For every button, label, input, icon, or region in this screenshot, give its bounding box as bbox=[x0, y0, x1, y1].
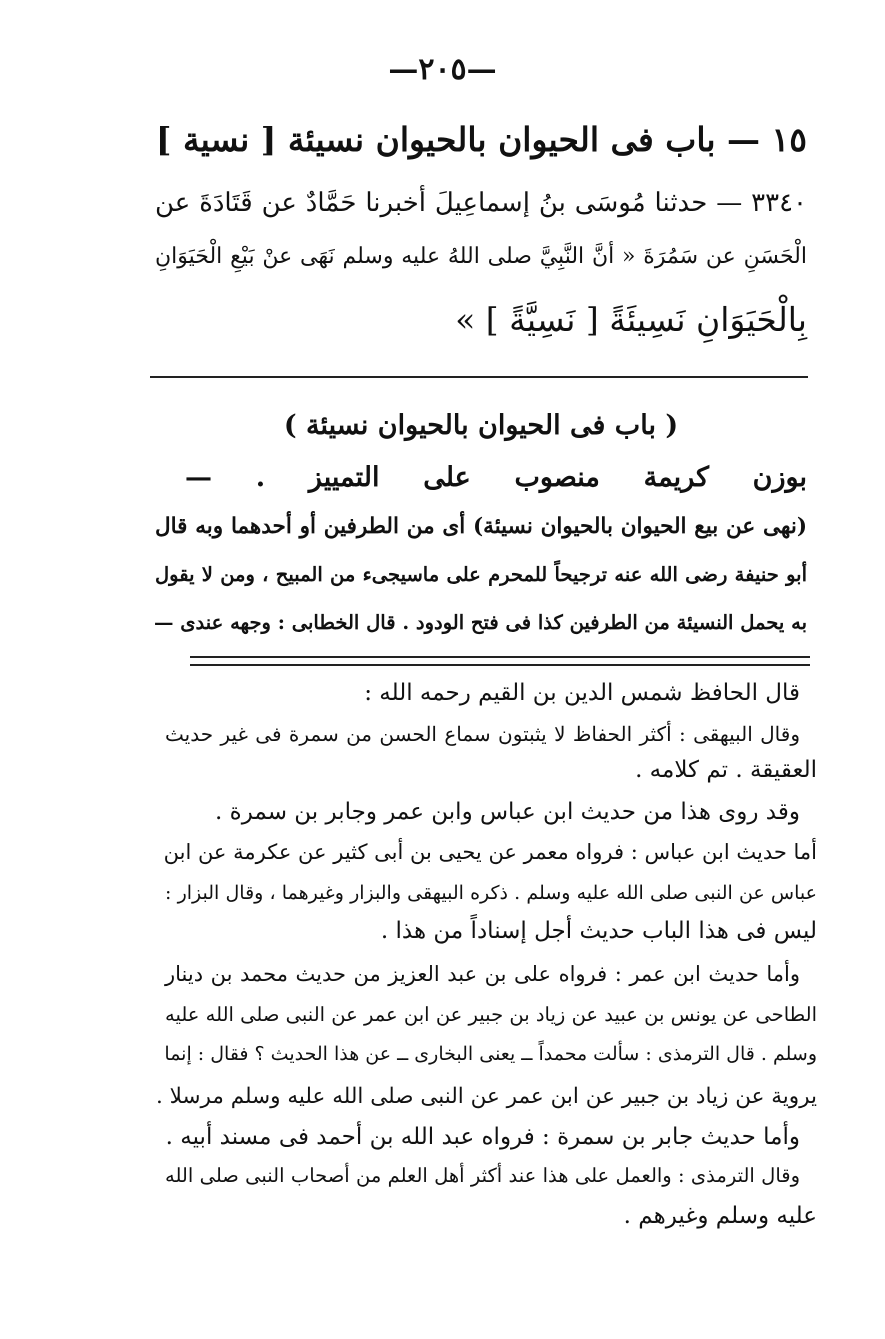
hadith-line-3: بِالْحَيَوَانِ نَسِيئَةً [ نَسِيَّةً ] » bbox=[455, 300, 807, 339]
footnote-line-5: أما حديث ابن عباس : فرواه معمر عن يحيى بن أبى كثير عن عكرمة عن ابن bbox=[163, 840, 817, 864]
footnote-line-7: ليس فى هذا الباب حديث أجل إسناداً من هذا . bbox=[380, 918, 817, 944]
footnote-divider-lower bbox=[190, 664, 810, 666]
hadith-line-1: ٣٣٤٠ — حدثنا مُوسَى بنُ إسماعِيلَ أخبرنا حَمَّادٌ عن قَتَادَةَ عن bbox=[155, 188, 807, 218]
footnote-line-6: عباس عن النبى صلى الله عليه وسلم . ذكره البيهقى والبزار وغيرهما ، وقال البزار : bbox=[165, 882, 817, 904]
commentary-line-2: (نهى عن بيع الحيوان بالحيوان نسيئة) أى من الطرفين أو أحدهما وبه قال bbox=[155, 514, 807, 539]
footnote-line-8: وأما حديث ابن عمر : فرواه على بن عبد العزيز من حديث محمد بن دينار bbox=[165, 962, 800, 986]
footnote-line-4: وقد روى هذا من حديث ابن عباس وابن عمر وجابر بن سمرة . bbox=[215, 799, 800, 825]
page-number: —٢٠٥— bbox=[388, 52, 497, 87]
footnote-line-3: العقيقة . تم كلامه . bbox=[635, 757, 817, 783]
footnote-line-14: عليه وسلم وغيرهم . bbox=[623, 1203, 817, 1229]
footnote-line-2: وقال البيهقى : أكثر الحفاظ لا يثبتون سماع الحسن من سمرة فى غير حديث bbox=[165, 722, 800, 746]
footnote-line-9: الطاحى عن يونس بن عبيد عن زياد بن جبير عن ابن عمر عن النبى صلى الله عليه bbox=[165, 1003, 817, 1026]
chapter-heading: ١٥ — باب فى الحيوان بالحيوان نسيئة [ نسية ] bbox=[155, 120, 807, 159]
footnote-line-13: وقال الترمذى : والعمل على هذا عند أكثر أهل العلم من أصحاب النبى صلى الله bbox=[165, 1164, 800, 1187]
footnote-line-1: قال الحافظ شمس الدين بن القيم رحمه الله : bbox=[364, 680, 800, 706]
commentary-title: ( باب فى الحيوان بالحيوان نسيئة ) bbox=[283, 410, 679, 441]
hadith-line-2: الْحَسَنِ عن سَمُرَةَ « أنَّ النَّبِيَّ صلى اللهُ عليه وسلم نَهَى عنْ بَيْعِ الْحَيَوَانِ bbox=[155, 244, 807, 269]
footnote-divider-upper bbox=[190, 656, 810, 658]
footnote-line-11: يروية عن زياد بن جبير عن ابن عمر عن النبى صلى الله عليه وسلم مرسلا . bbox=[156, 1084, 817, 1109]
commentary-line-4: به يحمل النسيئة من الطرفين كذا فى فتح الودود . قال الخطابى : وجهه عندى — bbox=[153, 611, 807, 634]
section-divider bbox=[150, 376, 808, 378]
commentary-line-1: بوزن كريمة منصوب على التمييز . — bbox=[185, 462, 807, 493]
commentary-line-3: أبو حنيفة رضى الله عنه ترجيحاً للمحرم على ماسيجىء من المبيح ، ومن لا يقول bbox=[155, 563, 807, 586]
footnote-line-12: وأما حديث جابر بن سمرة : فرواه عبد الله بن أحمد فى مسند أبيه . bbox=[165, 1124, 800, 1150]
footnote-line-10: وسلم . قال الترمذى : سألت محمداً ــ يعنى البخارى ــ عن هذا الحديث ؟ فقال : إنما bbox=[164, 1043, 817, 1065]
